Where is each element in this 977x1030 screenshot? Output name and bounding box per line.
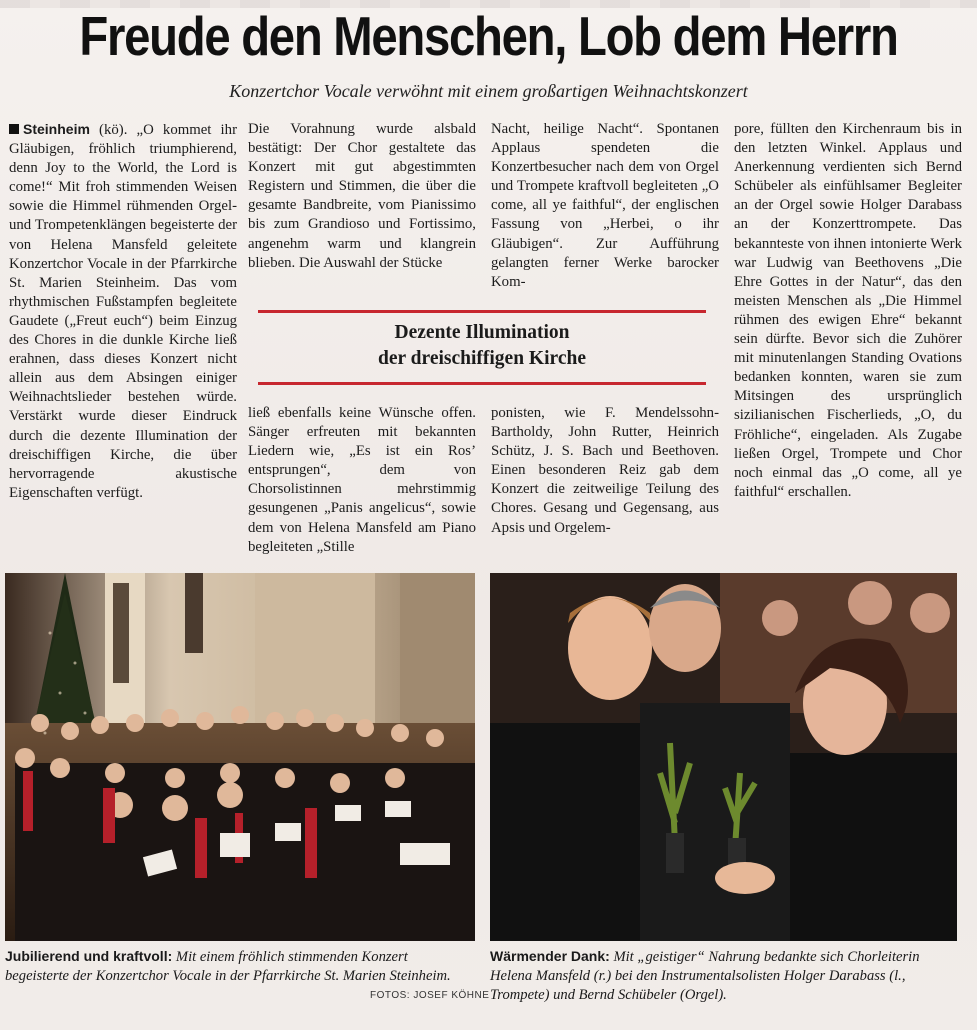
- left-caption-text: Mit einem fröhlich stimmenden Konzert begeisterte der Konzertchor Vocale in der Pfarrkirche St. Marien Steinheim.: [5, 949, 451, 984]
- subheadline: Konzertchor Vocale verwöhnt mit einem großartigen Weihnachtskonzert: [229, 81, 748, 101]
- right-caption-text: Mit „geistiger“ Nahrung bedankte sich Chorleiterin Helena Mansfeld (r.) bei den Instrumentalsolisten Holger Darabass (l., Trompete) und Bernd Schübeler (Orgel).: [490, 949, 920, 1003]
- column-3-top-text: Nacht, heilige Nacht“. Spontanen Applaus spendeten die Konzertbesucher nach dem von Orgel und Trompete kraftvoll begleiteten „O come, all ye faithful“, der englischen Fassung von „Herbei, o ihr Gläubigen“. Zur Aufführung gelangten ferner Werke barocker Kom-: [491, 121, 719, 290]
- left-photo-caption: [5, 947, 475, 986]
- article-column-1: [9, 120, 237, 503]
- column-2-lower: [248, 404, 476, 557]
- choir-in-church-image: [5, 573, 475, 941]
- intertitle-rule-top: [258, 310, 706, 313]
- intertitle-rule-bottom: [258, 382, 706, 385]
- conductor-thanking-soloists-image: [490, 573, 957, 941]
- intertitle-line-1: Dezente Illumination: [394, 322, 570, 343]
- column-2-top-text: Die Vorahnung wurde alsbald bestätigt: Der Chor gestaltete das Konzert mit gut abgestimmten Registern und Stimmen, die über die gesamte Bandbreite, vom Pianissimo bis zum Grandioso und Fortissimo, angenehm warm und klangrein blieben. Die Auswahl der Stücke: [248, 121, 476, 271]
- column-3-lower: [491, 404, 719, 538]
- headline: Freude den Menschen, Lob dem Herrn: [79, 5, 898, 67]
- column-1-text: (kö). „O kommet ihr Gläubigen, fröhlich triumphierend, denn Joy to the World, the Lord is come!“ Mit froh stimmenden Weisen sowie die Himmel rühmenden Orgel- und Trompetenklängen begeisterte der von Helena Mansfeld geleitete Konzertchor Vocale in der Pfarrkirche St. Marien Steinheim. Das vom rhythmischen Fußstampfen begleitete Gaudete („Freut euch“) beim Einzug des Chores in die dunkle Kirche ließ erahnen, dass dieses Konzert nicht allein aus dem Absingen einiger Weihnachtslieder bestehen würde. Verstärkt wurde dieser Eindruck durch die dezente Illumination der dreischiffigen Kirche, die über hervorragende akustische Eigenschaften verfügt.: [9, 122, 237, 501]
- column-3-bottom-text: ponisten, wie F. Mendelssohn-Bartholdy, John Rutter, Heinrich Schütz, J. S. Bach und Beethoven. Einen besonderen Reiz gab dem Konzert die zeitweilige Teilung des Chores. Gesang und Gegensang, aus Apsis und Orgelem-: [491, 405, 719, 536]
- column-2-bottom-text: ließ ebenfalls keine Wünsche offen. Sänger erfreuten mit bekannten Liedern wie, „Es ist ein Ros’ entsprungen“, dem von Chorsolistinnen mehrstimmig gesungenen „Panis angelicus“, sowie dem von Helena Mansfeld am Piano begleiteten „Stille: [248, 405, 476, 555]
- thanks-photo: [490, 573, 957, 941]
- intertitle-line-2: der dreischiffigen Kirche: [378, 348, 586, 369]
- bullet-square-icon: [9, 124, 19, 134]
- right-caption-lead: Wärmender Dank:: [490, 948, 610, 964]
- intertitle: [258, 320, 706, 372]
- article-column-2: [248, 120, 476, 273]
- article-column-3: [491, 120, 719, 292]
- photo-credit: FOTOS: JOSEF KÖHNE: [370, 990, 490, 1001]
- column-4-text: pore, füllten den Kirchenraum bis in den letzten Winkel. Applaus und Anerkennung verdienten sich Bernd Schübeler als einfühlsamer Begleiter an der Orgel sowie Holger Darabass an der Konzerttrompete. Das bekannteste von ihnen intonierte Werk war Ludwig van Beethovens „Die Ehre Gottes in der Natur“, das den meisten Menschen als „Die Himmel rühmen des ewigen Ehre“ bekannt sein dürfte. Bevor sich die Zuhörer mit minutenlangen Standing Ovations bedanken konnten, waren sie zum Mitsingen des ursprünglich sizilianischen Fischerlieds, „O, du Fröhliche“, eingeladen. Als Zugabe ließen Orgel, Trompete und Chor noch einmal das „O come, all ye faithful“ erschallen.: [734, 121, 962, 500]
- dateline: Steinheim: [23, 121, 90, 137]
- article-column-4: [734, 120, 962, 502]
- right-photo-caption: [490, 947, 957, 1005]
- left-caption-lead: Jubilierend und kraftvoll:: [5, 948, 173, 964]
- choir-photo: [5, 573, 475, 941]
